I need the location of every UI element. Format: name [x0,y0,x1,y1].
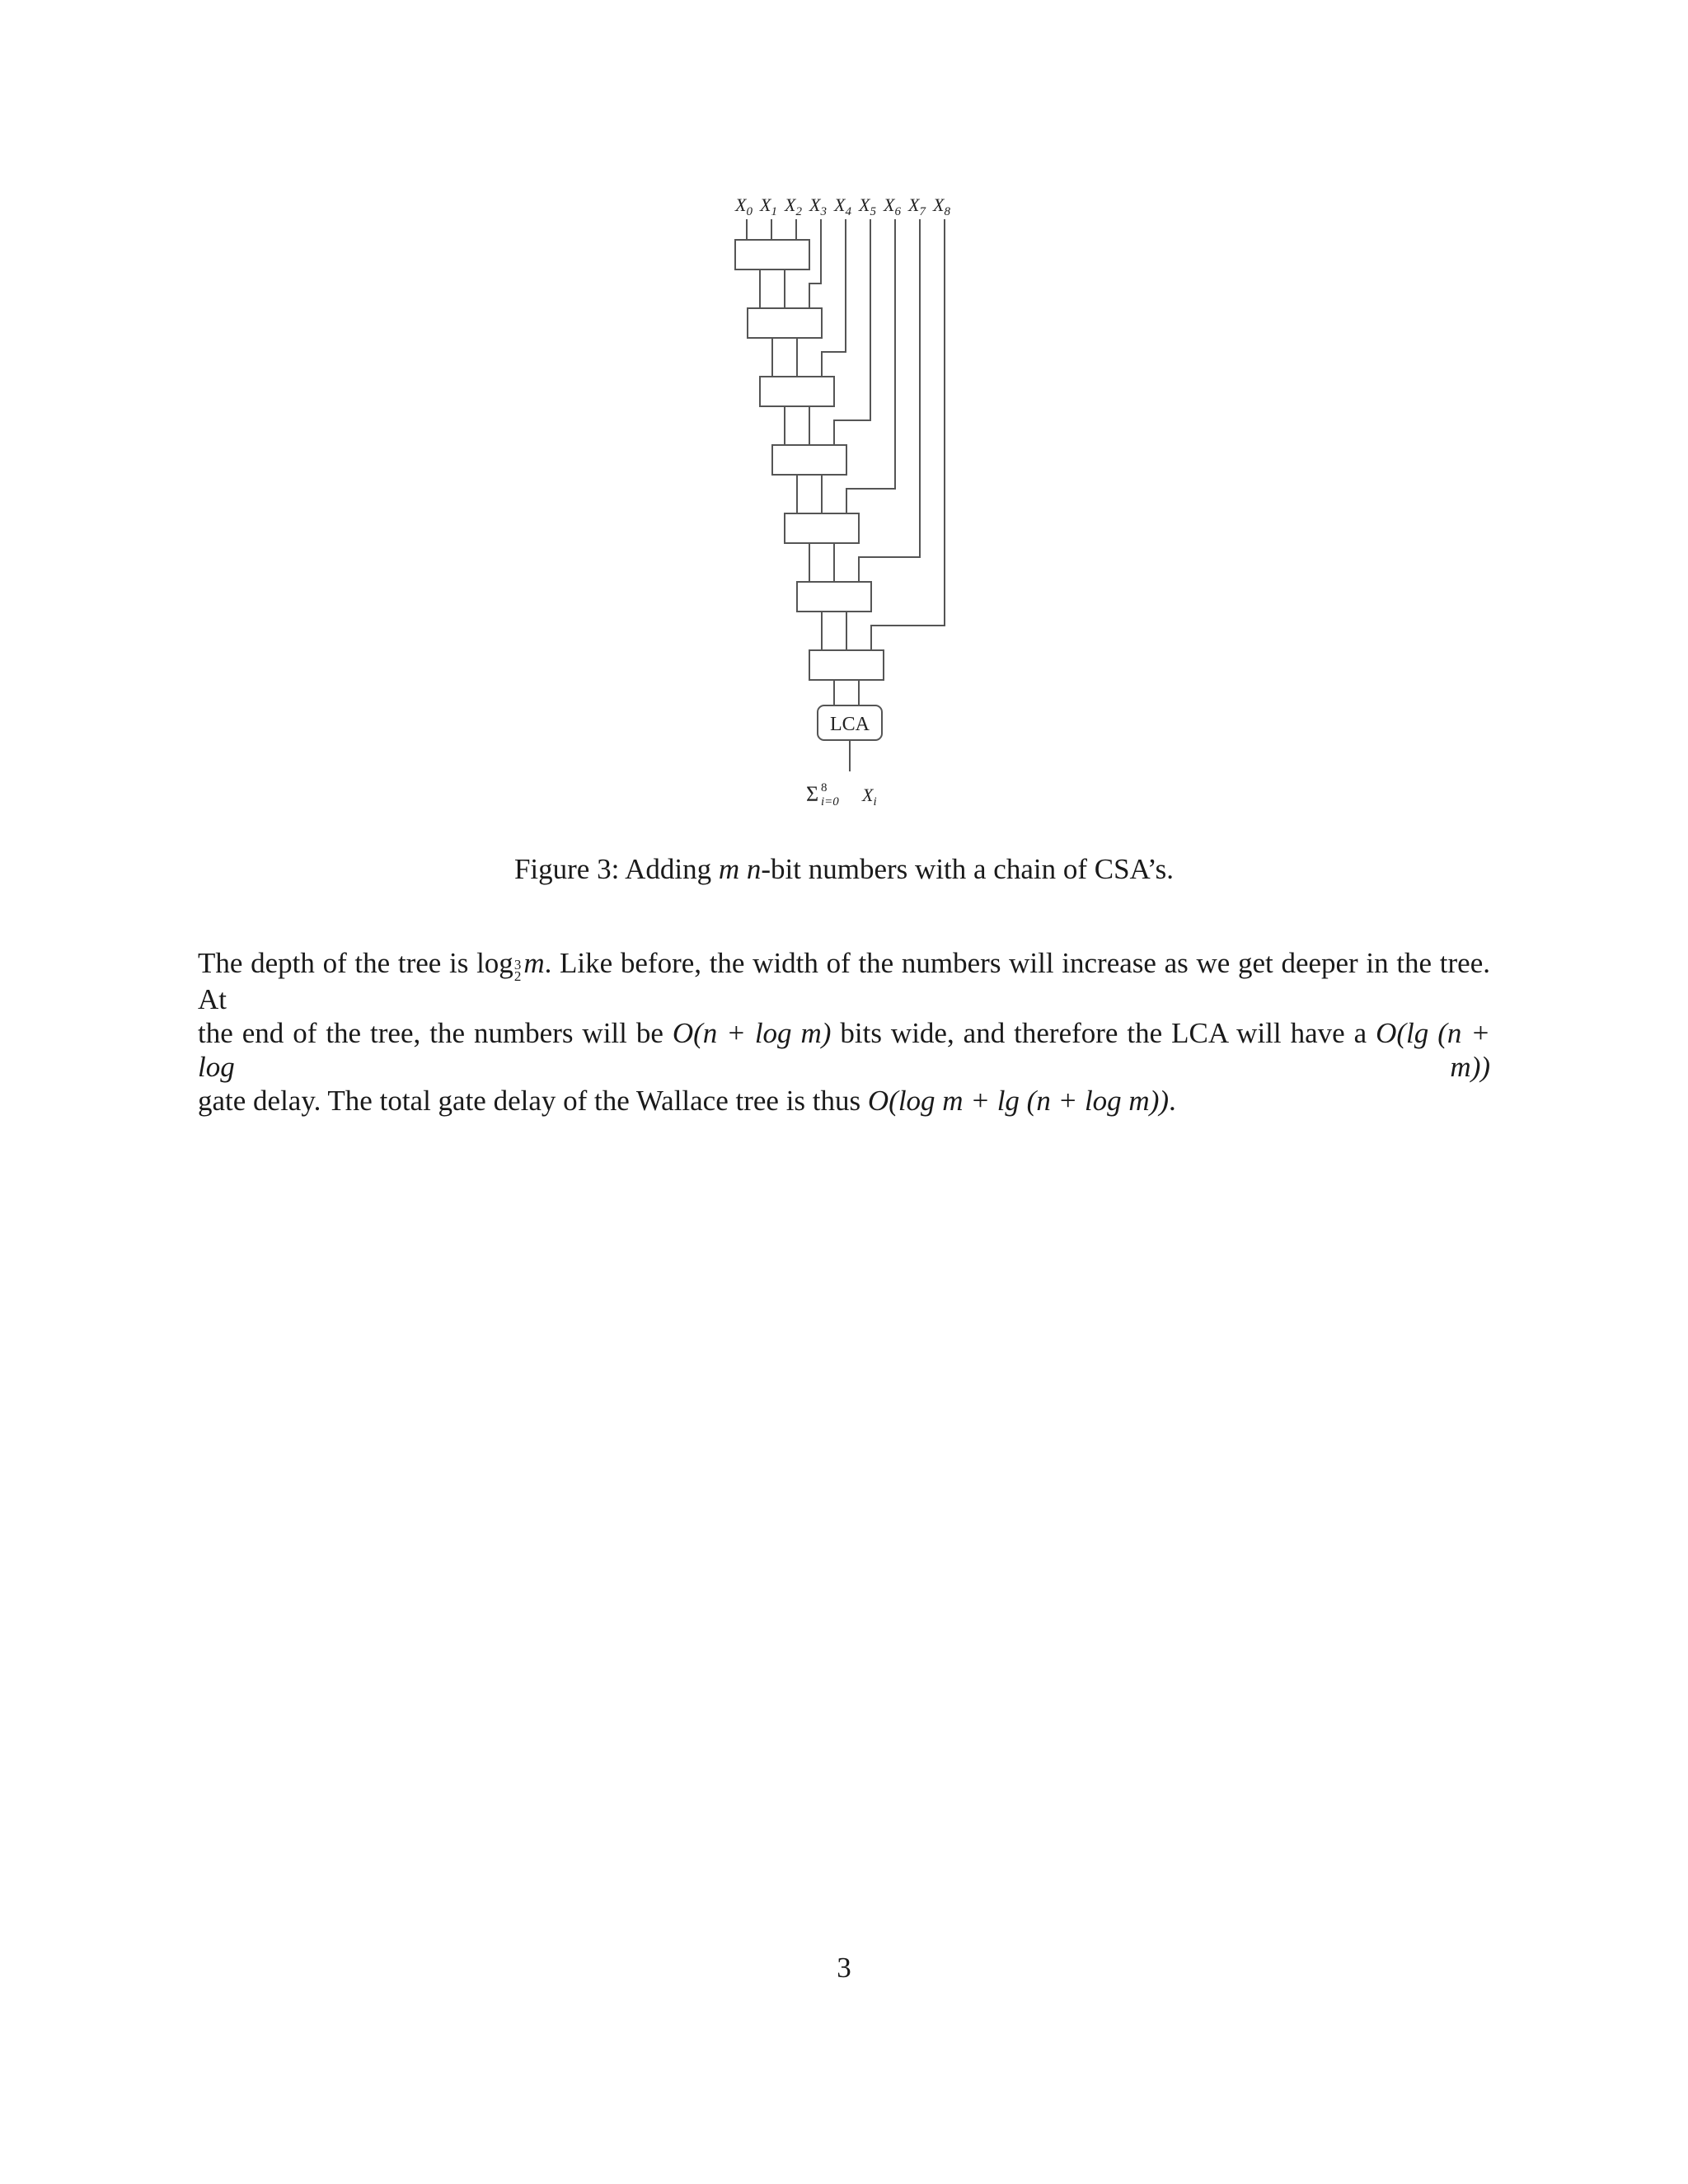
csa-box-4 [772,445,846,475]
csa-box-6 [797,582,871,612]
wire-input-8 [871,219,945,650]
wire-input-4 [822,219,846,377]
body-paragraph [198,946,1490,1118]
csa-box-5 [785,513,859,543]
wire-input-3 [809,219,821,308]
input-label-x8: $X_8$ [933,194,950,218]
input-label-x6: $X_6$ [884,194,901,218]
input-label-x1: $X_1$ [760,194,777,218]
page-number: 3 [837,1952,851,1984]
input-label-x0: $X_0$ [735,194,753,218]
input-label-x4: $X_4$ [834,194,851,218]
sum-upper-limit: 8 [821,781,828,794]
input-label-x3: $X_3$ [809,194,827,218]
log-base-fraction: 3 2 [513,957,522,984]
csa-chain-diagram [0,0,1688,824]
csa-box-7 [809,650,884,680]
sum-term: $X_i$ [862,785,877,808]
paragraph-line-3: gate delay. The total gate delay of the Wallace tree is thus O(log m + lg (n + log m)). [198,1085,1176,1117]
input-label-x7: $X_7$ [908,194,926,218]
wire-input-5 [834,219,870,445]
csa-box-3 [760,377,834,406]
sum-sigma: Σ [806,782,819,806]
csa-box-2 [748,308,822,338]
paragraph-line-1: The depth of the tree is log 3 2 m. Like before, the width of the numbers will increase as we get deeper in the tree. At [198,947,1490,1015]
input-label-x5: $X_5$ [859,194,876,218]
wire-input-7 [859,219,920,582]
sum-lower-limit: i=0 [821,795,839,808]
lca-label: LCA [830,714,870,735]
csa-box-1 [735,240,809,269]
input-label-x2: $X_2$ [785,194,802,218]
paragraph-line-2: the end of the tree, the numbers will be O(n + log m) bits wide, and therefore the LCA will have a O(lg (n + log m)) [198,1017,1490,1083]
figure-caption: Figure 3: Adding m n-bit numbers with a chain of CSA’s. [513,853,1175,885]
